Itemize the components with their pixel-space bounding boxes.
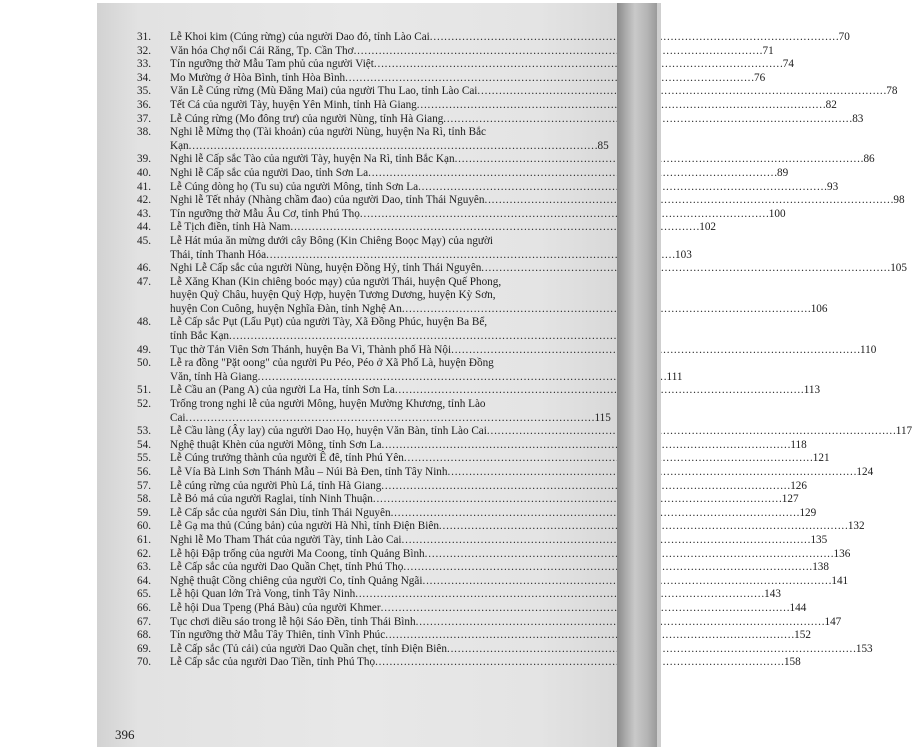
entry-number: 37. [137, 112, 151, 125]
entry-leader-line [170, 615, 842, 630]
book-page [97, 3, 912, 747]
entry-body [170, 601, 807, 616]
entry-number: 36. [137, 98, 151, 111]
entry-title-line: Lễ cúng rừng của người Phù Lá, tỉnh Hà Giang [170, 479, 382, 492]
entry-page-number: 98 [893, 194, 905, 207]
toc-entry [137, 384, 821, 398]
toc-entry [137, 452, 830, 466]
entry-number: 50. [137, 357, 151, 370]
entry-leader-line [170, 71, 766, 86]
entry-number: 62. [137, 547, 151, 560]
entry-number: 66. [137, 601, 151, 614]
toc-entry [137, 126, 609, 153]
dot-leader [375, 656, 783, 670]
entry-leader-line [170, 343, 877, 358]
entry-leader-line [170, 574, 849, 589]
entry-page-number: 105 [890, 262, 907, 275]
entry-body [170, 357, 683, 384]
entry-title-line: Văn, tỉnh Hà Giang [170, 370, 258, 383]
entry-number: 53. [137, 425, 151, 438]
entry-leader-line [170, 166, 789, 181]
toc-entry [137, 506, 817, 521]
dot-leader [229, 330, 637, 344]
entry-page-number: 74 [782, 58, 794, 71]
entry-leader-line [170, 411, 611, 426]
entry-body [170, 615, 842, 630]
dot-leader [402, 303, 810, 317]
toc-entry [137, 479, 807, 494]
entry-leader-line [170, 139, 609, 154]
entry-leader-line [170, 44, 774, 59]
entry-title-line: Lễ Cấp sắc của người Dao Quần Chẹt, tỉnh Phú Thọ [170, 561, 404, 574]
entry-number: 47. [137, 275, 151, 288]
entry-leader-line [170, 493, 799, 507]
entry-page-number: 135 [810, 533, 828, 546]
entry-page-number: 83 [852, 112, 864, 125]
dot-leader [266, 249, 674, 263]
toc-entry [137, 425, 912, 439]
entry-leader-line [170, 112, 864, 127]
entry-body [170, 506, 817, 521]
entry-leader-line [170, 588, 781, 602]
entry-number: 64. [137, 574, 151, 587]
entry-page-number: 100 [768, 207, 786, 220]
entry-title-line: Nghi lễ Tết nhảy (Nhàng chầm đao) của người Dao, tỉnh Thái Nguyên [170, 194, 485, 207]
entry-body [170, 588, 781, 602]
toc-entry [137, 343, 877, 358]
toc-entry [137, 194, 905, 208]
entry-title-line: Nghi lễ Mo Tham Thát của người Tày, tỉnh Lào Cai [170, 533, 402, 546]
dot-leader [360, 208, 768, 222]
entry-page-number: 115 [594, 411, 611, 424]
next-page-edge [657, 3, 661, 747]
table-of-contents [137, 31, 912, 670]
dot-leader [477, 85, 885, 99]
entry-title-line: Lễ Cầu an (Pang A) của người La Ha, tỉnh Sơn La [170, 384, 395, 397]
entry-leader-line [170, 656, 801, 670]
dot-leader [402, 534, 810, 548]
entry-body [170, 438, 807, 453]
entry-page-number: 76 [754, 71, 766, 84]
entry-leader-line [170, 425, 912, 439]
entry-title-line: Tín ngưỡng thờ Mẫu Tam phủ của người Việt [170, 58, 374, 71]
entry-title-line: Tết Cá của người Tày, huyện Yên Minh, tỉnh Hà Giang [170, 98, 417, 111]
toc-entry [137, 615, 842, 630]
entry-page-number: 153 [855, 642, 873, 655]
entry-number: 60. [137, 520, 151, 533]
entry-body [170, 520, 865, 534]
entry-leader-line [170, 221, 717, 235]
toc-entry [137, 466, 874, 480]
entry-body [170, 85, 898, 99]
entry-number: 45. [137, 234, 151, 247]
entry-title-line: Trống trong nghi lễ của người Mông, huyện Mường Khương, tỉnh Lào [170, 398, 486, 411]
entry-body [170, 262, 907, 276]
dot-leader [403, 561, 811, 575]
entry-body [170, 234, 692, 262]
dot-leader [368, 167, 776, 181]
entry-body [170, 642, 873, 657]
toc-entry [137, 547, 851, 562]
entry-body [170, 194, 905, 208]
entry-leader-line [170, 302, 828, 317]
toc-entry [137, 561, 829, 575]
toc-entry [137, 601, 807, 616]
entry-number: 44. [137, 221, 151, 234]
toc-entry [137, 574, 849, 589]
toc-entry [137, 98, 837, 113]
entry-number: 57. [137, 479, 151, 492]
dot-leader [381, 439, 789, 453]
dot-leader [385, 629, 793, 643]
entry-title-line: Tục thờ Tản Viên Sơn Thánh, huyện Ba Vì, Thành phố Hà Nội [170, 343, 452, 356]
entry-body [170, 452, 830, 466]
entry-title-line: Nghệ thuật Cồng chiêng của người Co, tỉnh Quảng Ngãi [170, 574, 423, 587]
toc-entry [137, 533, 828, 548]
entry-page-number: 136 [833, 547, 851, 560]
toc-entry [137, 85, 898, 99]
entry-leader-line [170, 438, 807, 453]
entry-body [170, 466, 874, 480]
entry-page-number: 102 [699, 221, 717, 234]
toc-entry [137, 642, 873, 657]
dot-leader [381, 480, 789, 494]
entry-body [170, 207, 786, 222]
entry-title-line: Lễ Xăng Khan (Kin chiêng boóc mạy) của người Thái, huyện Quế Phong, [170, 275, 502, 288]
entry-title-line: Văn hóa Chợ nổi Cái Răng, Tp. Cần Thơ [170, 44, 354, 57]
entry-title-line: Lễ Bỏ mả của người Raglai, tỉnh Ninh Thuận [170, 493, 373, 506]
entry-body [170, 479, 807, 494]
entry-body [170, 343, 877, 358]
entry-title-line: Lễ Vía Bà Linh Sơn Thánh Mẫu – Núi Bà Đen, tỉnh Tây Ninh [170, 466, 448, 478]
entry-page-number: 141 [831, 574, 849, 587]
entry-body [170, 31, 850, 45]
entry-body [170, 561, 829, 575]
entry-number: 55. [137, 452, 151, 465]
dot-leader [373, 493, 781, 507]
toc-entry [137, 221, 717, 235]
entry-number: 35. [137, 85, 151, 98]
entry-title-line: Nghi Lễ Cấp sắc của người Nùng, huyện Đồng Hỷ, tỉnh Thái Nguyên [170, 262, 482, 275]
entry-number: 48. [137, 316, 151, 329]
dot-leader [189, 140, 597, 154]
toc-entry [137, 58, 794, 72]
toc-entry [137, 438, 807, 453]
entry-number: 65. [137, 588, 151, 601]
entry-number: 69. [137, 642, 151, 655]
entry-title-line: Lễ Cầu làng (Ây lay) của người Dao Họ, huyện Văn Bàn, tỉnh Lào Cai [170, 425, 487, 438]
entry-page-number: 93 [826, 180, 839, 193]
entry-number: 31. [137, 31, 151, 43]
entry-title-line: Lễ Cấp sắc của người Sán Dìu, tỉnh Thái Nguyên [170, 506, 391, 519]
dot-leader [484, 194, 892, 208]
entry-leader-line [170, 520, 865, 534]
dot-leader [487, 425, 895, 439]
entry-leader-line [170, 629, 811, 643]
dot-leader [355, 588, 763, 602]
dot-leader [186, 412, 594, 426]
page-number: 396 [115, 727, 135, 742]
entry-page-number: 118 [790, 438, 807, 451]
dot-leader [395, 384, 803, 398]
entry-leader-line [170, 262, 907, 276]
entry-body [170, 547, 851, 562]
dot-leader [381, 602, 789, 616]
entry-body [170, 180, 839, 195]
entry-body [170, 71, 766, 86]
entry-title-line: Lễ Hát múa ăn mừng dưới cây Bông (Kin Chiêng Boọc Mạy) của người [170, 234, 494, 247]
entry-body [170, 629, 811, 643]
entry-leader-line [170, 98, 837, 113]
entry-number: 41. [137, 180, 151, 193]
toc-entry [137, 656, 801, 670]
entry-page-number: 121 [812, 452, 830, 465]
entry-title-line: Lễ Cúng dòng họ (Tu su) của người Mông, tỉnh Sơn La [170, 180, 419, 193]
entry-leader-line [170, 506, 817, 521]
toc-entry [137, 588, 781, 602]
entry-page-number: 138 [812, 561, 829, 574]
entry-title-line: Lễ ra đồng "Pặt oong" của người Pu Péo, Péo ở Xã Phố Là, huyện Đồng [170, 357, 494, 370]
entry-title-line: Lễ hội Dua Tpeng (Phá Bàu) của người Khmer [170, 601, 381, 614]
entry-leader-line [170, 58, 794, 72]
toc-entry [137, 44, 774, 59]
entry-leader-line [170, 466, 874, 480]
entry-title-line: Văn Lễ Cúng rừng (Mù Đăng Mai) của người Thu Lao, tỉnh Lào Cai [170, 85, 478, 98]
entry-number: 67. [137, 615, 151, 628]
entry-title-line: Cai [170, 411, 186, 424]
dot-leader [374, 58, 782, 72]
dot-leader [354, 45, 762, 59]
entry-title-line: Lễ Khoi kim (Cúng rừng) của người Dao đỏ, tỉnh Lào Cai [170, 31, 430, 43]
toc-entry [137, 207, 786, 222]
entry-page-number: 129 [799, 506, 817, 519]
entry-body [170, 425, 912, 439]
entry-leader-line [170, 153, 875, 167]
entry-page-number: 147 [824, 615, 842, 628]
toc-entry [137, 316, 577, 343]
entry-title-line: Nghi lễ Cấp sắc Tào của người Tày, huyện Na Rì, tỉnh Bắc Kạn [170, 153, 455, 166]
entry-body [170, 44, 774, 59]
entry-page-number: 132 [847, 520, 865, 533]
entry-title-line: Lễ Cúng rừng (Mo đông trư) của người Nùng, tỉnh Hà Giang [170, 112, 444, 125]
entry-title-line: Nghi lễ Cấp sắc của người Dao, tỉnh Sơn La [170, 166, 369, 179]
entry-leader-line [170, 533, 828, 548]
entry-page-number: 127 [781, 493, 799, 506]
entry-title-line: Lễ hội Đập trống của người Ma Coong, tỉnh Quảng Bình [170, 547, 425, 560]
entry-title-line: Mo Mường ở Hòa Bình, tỉnh Hòa Bình [170, 71, 346, 84]
entry-body [170, 384, 821, 398]
entry-body [170, 493, 799, 507]
entry-number: 63. [137, 561, 151, 574]
entry-leader-line [170, 330, 577, 344]
entry-page-number: 82 [825, 98, 837, 111]
entry-page-number: 113 [803, 384, 821, 397]
entry-title-line: Tín ngưỡng thờ Mẫu Âu Cơ, tỉnh Phú Thọ [170, 207, 360, 220]
entry-page-number: 89 [777, 166, 789, 179]
entry-number: 40. [137, 166, 151, 179]
entry-number: 51. [137, 384, 151, 397]
entry-body [170, 574, 849, 589]
toc-entry [137, 275, 828, 317]
entry-page-number: 144 [789, 601, 807, 614]
toc-entry [137, 629, 811, 643]
entry-leader-line [170, 194, 905, 208]
entry-body [170, 112, 864, 127]
entry-page-number: 152 [794, 629, 811, 642]
entry-number: 61. [137, 533, 151, 546]
entry-number: 38. [137, 126, 151, 139]
entry-page-number: 158 [783, 656, 801, 669]
entry-title-line: huyện Quỳ Châu, huyện Quỳ Hợp, huyện Tương Dương, huyện Kỳ Sơn, [170, 289, 496, 302]
entry-title-line: huyện Con Cuông, huyện Nghĩa Đàn, tỉnh Nghệ An [170, 302, 402, 315]
entry-page-number: 110 [859, 343, 877, 356]
toc-entry [137, 262, 907, 276]
entry-number: 49. [137, 343, 151, 356]
entry-leader-line [170, 601, 807, 616]
entry-page-number: 126 [790, 479, 807, 492]
entry-number: 34. [137, 71, 151, 84]
toc-entry [137, 398, 611, 425]
entry-body [170, 398, 611, 425]
entry-number: 58. [137, 493, 151, 506]
toc-entry [137, 493, 799, 507]
entry-number: 42. [137, 194, 151, 207]
entry-body [170, 58, 794, 72]
entry-leader-line [170, 31, 850, 45]
entry-title-line: Nghi lễ Mừng thọ (Tài khoản) của người Nùng, huyện Na Rì, tỉnh Bắc [170, 126, 487, 139]
entry-page-number: 117 [895, 425, 912, 438]
toc-entry [137, 520, 865, 534]
entry-number: 52. [137, 398, 151, 411]
entry-page-number: 111 [666, 370, 683, 383]
entry-body [170, 221, 717, 235]
entry-title-line: Lễ Tịch điền, tỉnh Hà Nam [170, 221, 291, 234]
entry-number: 39. [137, 153, 151, 166]
dot-leader [345, 72, 753, 86]
entry-title-line: Lễ Cúng trưởng thành của người Ê đê, tỉnh Phú Yên [170, 452, 404, 465]
entry-leader-line [170, 180, 839, 195]
toc-entry [137, 357, 683, 384]
entry-title-line: Tục chơi diều sáo trong lễ hội Sáo Đền, tỉnh Thái Bình [170, 615, 416, 628]
entry-leader-line [170, 561, 829, 575]
entry-leader-line [170, 85, 898, 99]
entry-page-number: 124 [856, 466, 874, 478]
entry-title-line: tỉnh Bắc Kạn [170, 330, 230, 343]
entry-page-number: 103 [675, 248, 692, 261]
entry-title-line: Lễ Cấp sắc của người Dao Tiền, tỉnh Phú Thọ [170, 656, 376, 669]
dot-leader [391, 507, 799, 521]
entry-page-number: 85 [597, 139, 609, 152]
entry-number: 32. [137, 44, 151, 57]
entry-body [170, 533, 828, 548]
entry-body [170, 166, 789, 181]
entry-number: 46. [137, 262, 151, 275]
entry-leader-line [170, 370, 683, 385]
entry-body [170, 275, 828, 317]
dot-leader [481, 262, 889, 276]
entry-number: 33. [137, 58, 151, 71]
entry-title-line: Lễ Cấp sắc Pụt (Lẩu Pụt) của người Tày, Xã Đồng Phúc, huyện Ba Bể, [170, 316, 488, 329]
toc-entry [137, 234, 692, 262]
entry-leader-line [170, 248, 692, 263]
entry-leader-line [170, 384, 821, 398]
entry-leader-line [170, 207, 786, 222]
toc-entry [137, 112, 864, 127]
toc-entry [137, 180, 839, 195]
entry-title-line: Lễ hội Quan lớn Trà Vong, tỉnh Tây Ninh [170, 588, 356, 601]
entry-body [170, 126, 609, 153]
entry-title-line: Nghệ thuật Khèn của người Mông, tỉnh Sơn La [170, 438, 382, 451]
dot-leader [404, 452, 812, 466]
entry-number: 56. [137, 466, 151, 478]
entry-leader-line [170, 547, 851, 562]
entry-number: 43. [137, 207, 151, 220]
entry-body [170, 656, 801, 670]
entry-body [170, 316, 577, 343]
entry-number: 68. [137, 629, 151, 642]
toc-entry [137, 166, 789, 181]
entry-page-number: 86 [863, 153, 875, 166]
entry-title-line: Lễ Cấp sắc (Tủ cải) của người Dao Quần chẹt, tỉnh Điện Biên [170, 642, 447, 655]
entry-number: 54. [137, 438, 151, 451]
entry-page-number: 143 [764, 588, 781, 601]
entry-leader-line [170, 642, 873, 657]
book-spine-shadow [617, 3, 657, 747]
entry-page-number: 106 [810, 302, 828, 315]
dot-leader [258, 371, 666, 385]
entry-number: 70. [137, 656, 151, 669]
entry-title-line: Thái, tỉnh Thanh Hóa [170, 248, 267, 261]
entry-body [170, 98, 837, 113]
entry-leader-line [170, 479, 807, 494]
toc-entry [137, 153, 875, 167]
toc-entry [137, 71, 766, 86]
toc-entry [137, 31, 850, 45]
entry-page-number: 78 [886, 85, 898, 98]
entry-number: 59. [137, 506, 151, 519]
entry-body [170, 153, 875, 167]
entry-leader-line [170, 452, 830, 466]
entry-title-line: Tín ngưỡng thờ Mẫu Tây Thiên, tỉnh Vĩnh Phúc [170, 629, 386, 642]
entry-title-line: Kạn [170, 139, 189, 152]
entry-page-number: 71 [762, 44, 774, 57]
entry-title-line: Lễ Gạ ma thủ (Cúng bản) của người Hà Nhì, tỉnh Điện Biên [170, 520, 439, 533]
entry-page-number: 70 [838, 31, 850, 43]
